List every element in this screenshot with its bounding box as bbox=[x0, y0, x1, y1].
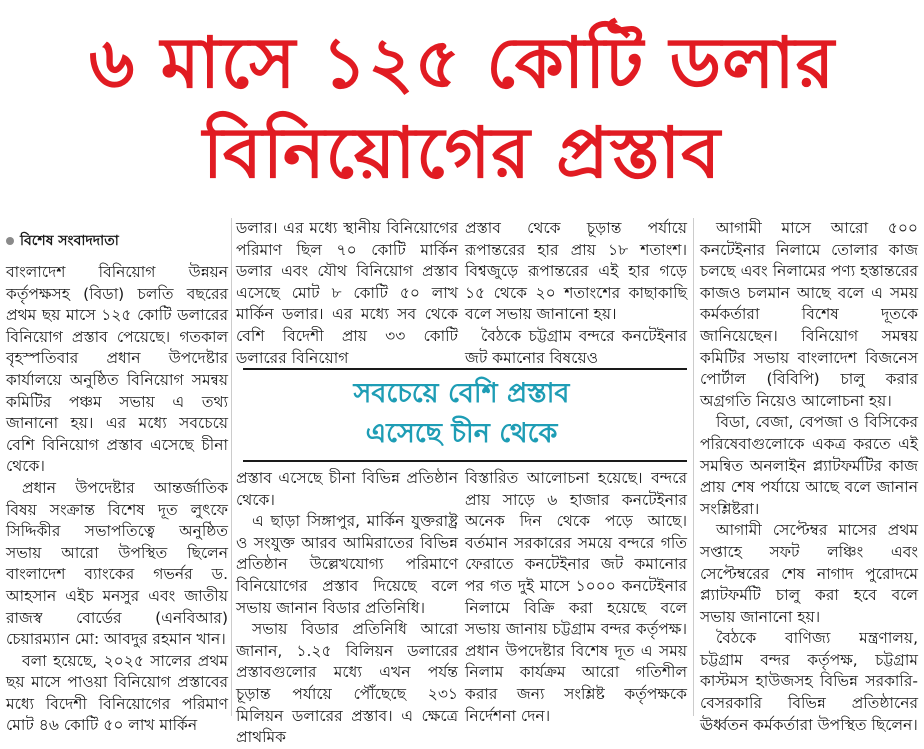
byline bbox=[6, 230, 228, 252]
article-column-3-top bbox=[465, 218, 687, 367]
paragraph: বিস্তারিত আলোচনা হয়েছে। বন্দরে প্রায় সাড়ে ৬ হাজার কনটেইনার অনেক দিন থেকে পড়ে আছে। বর্তমান সরকারের সময়ে বন্দরে গতি ফেরাতে কনটেইনার জট কমানোর পর গত দুই মাসে ১০০০ কনটেইনার নিলামে বিক্রি করা হয়েছে বলে সভায় জানায় চট্টগ্রাম বন্দর কর্তৃপক্ষ। প্রধান উপদেষ্টার বিশেষ দূত এ সময় নিলাম কার্যক্রম আরো গতিশীল করার জন্য সংশ্লিষ্ট কর্তৃপক্ষকে নির্দেশনা দেন। bbox=[465, 469, 687, 725]
paragraph: ডলার। এর মধ্যে স্থানীয় বিনিয়োগের পরিমাণ ছিল ৭০ কোটি মার্কিন ডলার এবং যৌথ বিনিয়োগ প্রস্তাব এসেছে মোট ৮ কোটি ৫০ লাখ মার্কিন ডলার। এর মধ্যে সব থেকে বেশি বিদেশী প্রায় ৩৩ কোটি ডলারের বিনিয়োগ bbox=[236, 219, 458, 367]
headline-line-1: ৬ মাসে ১২৫ কোটি ডলার bbox=[88, 22, 836, 104]
article-column-3-bottom bbox=[465, 468, 687, 725]
column-divider bbox=[693, 218, 694, 716]
bullet-icon bbox=[6, 237, 14, 245]
paragraph: বৈঠকে বাণিজ্য মন্ত্রণালয়, চট্টগ্রাম বন্দর কর্তৃপক্ষ, চট্টগ্রাম কাস্টমস হাউজসহ বিভিন্ন সরকারি-বেসরকারি বিভিন্ন প্রতিষ্ঠানের ঊর্ধ্বতন কর্মকর্তারা উপস্থিত ছিলেন। bbox=[700, 629, 918, 734]
article-column-2-top bbox=[236, 218, 458, 367]
paragraph: বলা হয়েছে, ২০২৫ সালের প্রথম ছয় মাসে পাওয়া বিনিয়োগ প্রস্তাবের মধ্যে বিদেশী বিনিয়োগের পরিমাণ মোট ৪৬ কোটি ৫০ লাখ মার্কিন bbox=[6, 651, 228, 735]
paragraph: প্রধান উপদেষ্টার আন্তর্জাতিক বিষয় সংক্রান্ত বিশেষ দূত লুৎফে সিদ্দিকীর সভাপতিত্বে অনুষ্ঠিত সভায় আরো উপস্থিত ছিলেন বাংলাদেশ ব্যাংকের গভর্নর ড. আহসান এইচ মনসুর এবং জাতীয় রাজস্ব বোর্ডের (এনবিআর) চেয়ারম্যান মো: আবদুর রহমান খান। bbox=[6, 478, 228, 649]
byline-text: বিশেষ সংবাদদাতা bbox=[20, 233, 119, 249]
paragraph: আগামী সেপ্টেম্বর মাসের প্রথম সপ্তাহে সফট লঞ্চিং এবং সেপ্টেম্বরের শেষ নাগাদ পুরোদমে প্ল্যাটফর্মটি চালু করা হবে বলে সভায় জানানো হয়। bbox=[700, 521, 918, 626]
subhead-rule-top bbox=[243, 368, 687, 370]
paragraph: বাংলাদেশ বিনিয়োগ উন্নয়ন কর্তৃপক্ষসহ (বিডা) চলতি বছরের প্রথম ছয় মাসে ১২৫ কোটি ডলারের বিনিয়োগ প্রস্তাব পেয়েছে। গতকাল বৃহস্পতিবার প্রধান উপদেষ্টার কার্যালয়ে অনুষ্ঠিত বিনিয়োগ সমন্বয় কমিটির পঞ্চম সভায় এ তথ্য জানানো হয়। এর মধ্যে সবচেয়ে বেশি বিনিয়োগ প্রস্তাব এসেছে চীনা থেকে। bbox=[6, 263, 228, 476]
article-column-2-bottom bbox=[236, 468, 458, 747]
subhead bbox=[236, 374, 687, 454]
headline-line-2: বিনিয়োগের প্রস্তাব bbox=[202, 112, 722, 194]
article-column-1 bbox=[6, 262, 228, 735]
paragraph: বৈঠকে চট্টগ্রাম বন্দরে কনটেইনার জট কমানোর বিষয়েও bbox=[465, 326, 687, 367]
paragraph: প্রস্তাব থেকে চূড়ান্ত পর্যায়ে রূপান্তরের হার প্রায় ১৮ শতাংশ। বিশ্বজুড়ে রূপান্তরের এই হার গড়ে ১৫ থেকে ২০ শতাংশের কাছাকাছি বলে সভায় জানানো হয়। bbox=[465, 219, 687, 324]
subhead-line-2: এসেছে চীন থেকে bbox=[365, 418, 558, 449]
paragraph: আগামী মাসে আরো ৫০০ কনটেইনার নিলামে তোলার কাজ চলছে এবং নিলামের পণ্য হস্তান্তরের কাজও চলমান আছে বলে এ সময় কর্মকর্তারা বিশেষ দূতকে জানিয়েছেন। বিনিয়োগ সমন্বয় কমিটির সভায় বাংলাদেশ বিজনেস পোর্টাল (বিবিপি) চালু করার অগ্রগতি নিয়েও আলোচনা হয়। bbox=[700, 219, 918, 410]
column-divider bbox=[231, 218, 232, 716]
paragraph: বিডা, বেজা, বেপজা ও বিসিকের পরিষেবাগুলোকে একত্র করতে এই সমন্বিত অনলাইন প্ল্যাটফর্মটির কাজ প্রায় শেষ পর্যায়ে আছে বলে জানান সংশ্লিষ্টরা। bbox=[700, 413, 918, 518]
subhead-rule-bottom bbox=[243, 460, 687, 462]
paragraph: প্রস্তাব এসেছে চীনা বিভিন্ন প্রতিষ্ঠান থেকে। bbox=[236, 469, 458, 509]
subhead-line-1: সবচেয়ে বেশি প্রস্তাব bbox=[353, 378, 570, 409]
paragraph: সভায় বিডার প্রতিনিধি আরো জানান, ১.২৫ বিলিয়ন ডলারের প্রস্তাবগুলোর মধ্যে এখন পর্যন্ত চূড়ান্ত পর্যায়ে পৌঁছেছে ২৩১ মিলিয়ন ডলারের প্রস্তাব। এ ক্ষেত্রে প্রাথমিক bbox=[236, 620, 458, 747]
article-column-4 bbox=[700, 218, 918, 734]
paragraph: এ ছাড়া সিঙ্গাপুর, মার্কিন যুক্তরাষ্ট্র ও সংযুক্ত আরব আমিরাতের বিভিন্ন প্রতিষ্ঠান উল্লেখযোগ্য পরিমাণে বিনিয়োগের প্রস্তাব দিয়েছে বলে সভায় জানান বিডার প্রতিনিধি। bbox=[236, 512, 458, 617]
